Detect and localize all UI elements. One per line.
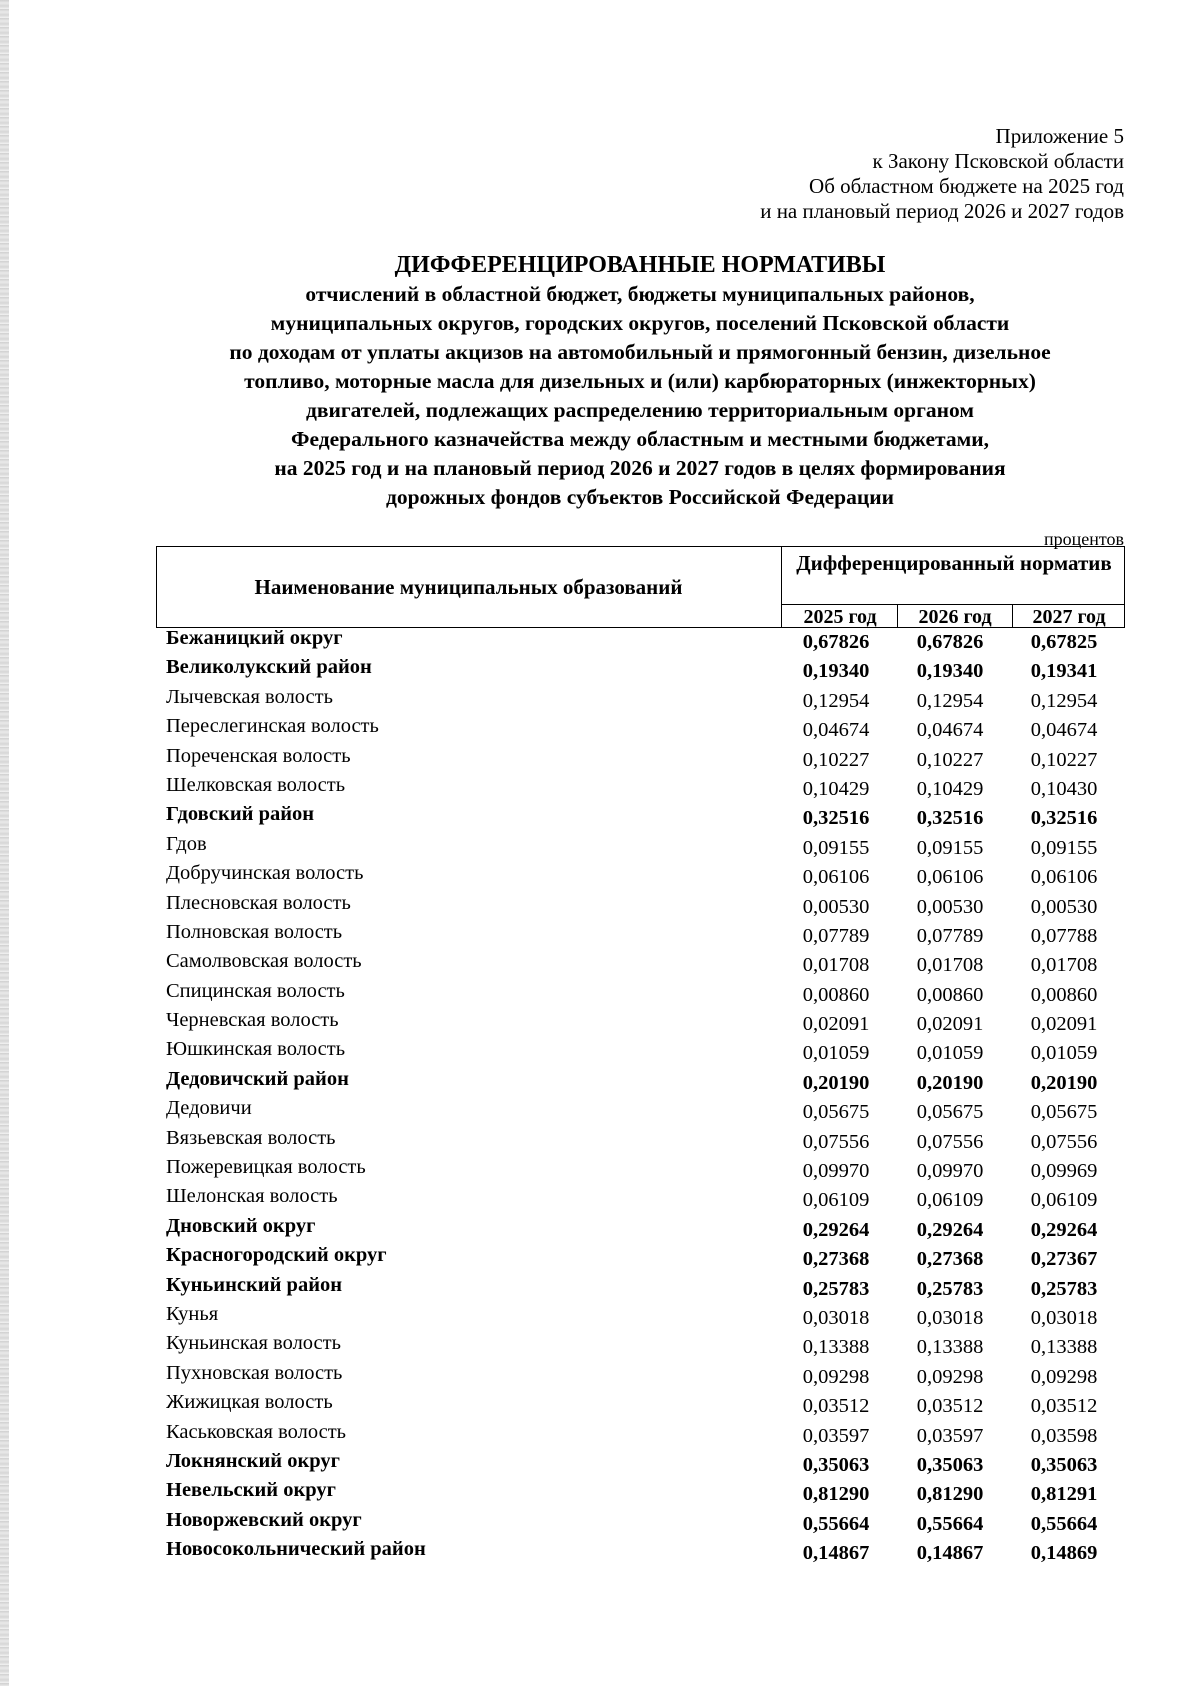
table-row — [166, 950, 1126, 979]
row-value-2025: 0,00860 — [802, 983, 870, 1006]
row-value-2027: 0,13388 — [1030, 1336, 1098, 1359]
row-value-2025: 0,81290 — [802, 1483, 870, 1506]
row-value-2026: 0,27368 — [916, 1248, 984, 1271]
row-value-2026: 0,12954 — [916, 689, 984, 712]
row-name: Локнянский округ — [166, 1449, 340, 1472]
title-line: дорожных фондов субъектов Российской Федерации — [385, 485, 895, 509]
title-main: ДИФФЕРЕНЦИРОВАННЫЕ НОРМАТИВЫ — [394, 252, 886, 278]
row-name: Пожеревицкая волость — [166, 1156, 366, 1179]
appendix-line: Приложение 5 — [995, 124, 1124, 148]
header-border — [781, 546, 782, 628]
row-name: Великолукский район — [166, 656, 372, 679]
table-row — [166, 1538, 1126, 1567]
row-value-2027: 0,81291 — [1030, 1483, 1098, 1506]
appendix-note — [760, 124, 1124, 224]
appendix-line: и на плановый период 2026 и 2027 годов — [760, 199, 1124, 223]
table-row — [166, 745, 1126, 774]
row-value-2026: 0,01059 — [916, 1042, 984, 1065]
row-value-2027: 0,04674 — [1030, 719, 1098, 742]
table-row — [166, 803, 1126, 832]
row-value-2026: 0,03018 — [916, 1306, 984, 1329]
header-diff-column: Дифференцированный норматив — [796, 551, 1112, 575]
scan-edge — [0, 0, 9, 1686]
row-value-2025: 0,20190 — [802, 1071, 870, 1094]
title-line: Федерального казначейства между областным и местными бюджетами, — [291, 427, 989, 451]
row-value-2026: 0,81290 — [916, 1483, 984, 1506]
row-value-2025: 0,35063 — [802, 1453, 870, 1476]
table-row — [166, 1215, 1126, 1244]
row-value-2025: 0,06106 — [802, 866, 870, 889]
row-value-2027: 0,06106 — [1030, 866, 1098, 889]
row-value-2027: 0,29264 — [1030, 1218, 1098, 1241]
row-value-2026: 0,03512 — [916, 1395, 984, 1418]
row-value-2025: 0,12954 — [802, 689, 870, 712]
row-name: Юшкинская волость — [166, 1038, 346, 1061]
table-row — [166, 862, 1126, 891]
table-row — [166, 892, 1126, 921]
row-value-2027: 0,10227 — [1030, 748, 1098, 771]
row-value-2027: 0,03018 — [1030, 1306, 1098, 1329]
row-name: Куньинская волость — [166, 1332, 341, 1355]
row-value-2025: 0,13388 — [802, 1336, 870, 1359]
row-value-2025: 0,01708 — [802, 954, 870, 977]
row-name: Черневская волость — [166, 1009, 339, 1032]
row-value-2027: 0,32516 — [1030, 807, 1098, 830]
table-row — [166, 1479, 1126, 1508]
header-year-2025: 2025 год — [803, 606, 877, 628]
row-name: Дновский округ — [166, 1214, 316, 1237]
row-name: Кунья — [166, 1302, 219, 1325]
table-row — [166, 1156, 1126, 1185]
row-value-2026: 0,35063 — [916, 1453, 984, 1476]
title-line: отчислений в областной бюджет, бюджеты муниципальных районов, — [305, 282, 975, 306]
row-value-2026: 0,03597 — [916, 1424, 984, 1447]
row-value-2025: 0,10227 — [802, 748, 870, 771]
row-name: Гдов — [166, 832, 207, 855]
header-border — [781, 604, 1125, 605]
row-value-2027: 0,05675 — [1030, 1101, 1098, 1124]
title-line: двигателей, подлежащих распределению территориальным органом — [305, 398, 975, 422]
row-value-2025: 0,03512 — [802, 1395, 870, 1418]
row-value-2025: 0,14867 — [802, 1542, 870, 1565]
row-value-2027: 0,00860 — [1030, 983, 1098, 1006]
row-name: Спицинская волость — [166, 979, 345, 1002]
table-row — [166, 656, 1126, 685]
row-value-2026: 0,20190 — [916, 1071, 984, 1094]
row-value-2027: 0,07788 — [1030, 924, 1098, 947]
table-row — [166, 1097, 1126, 1126]
table-row — [166, 1185, 1126, 1214]
title-line: по доходам от уплаты акцизов на автомобильный и прямогонный бензин, дизельное — [229, 340, 1051, 364]
row-value-2026: 0,07789 — [916, 924, 984, 947]
row-value-2025: 0,09970 — [802, 1160, 870, 1183]
row-value-2025: 0,03018 — [802, 1306, 870, 1329]
table-row — [166, 1450, 1126, 1479]
row-value-2026: 0,00530 — [916, 895, 984, 918]
row-name: Пухновская волость — [166, 1361, 343, 1384]
row-value-2025: 0,67826 — [802, 631, 870, 653]
row-value-2027: 0,55664 — [1030, 1512, 1098, 1535]
table-row — [166, 1303, 1126, 1332]
row-value-2025: 0,03597 — [802, 1424, 870, 1447]
row-value-2026: 0,10429 — [916, 777, 984, 800]
row-value-2027: 0,03512 — [1030, 1395, 1098, 1418]
row-value-2026: 0,00860 — [916, 983, 984, 1006]
row-name: Новоржевский округ — [166, 1508, 362, 1531]
row-value-2027: 0,01708 — [1030, 954, 1098, 977]
row-name: Жижицкая волость — [166, 1391, 333, 1414]
row-value-2025: 0,02091 — [802, 1013, 870, 1036]
appendix-line: к Закону Псковской области — [872, 149, 1124, 173]
row-value-2027: 0,02091 — [1030, 1013, 1098, 1036]
row-value-2026: 0,05675 — [916, 1101, 984, 1124]
table-row — [166, 1127, 1126, 1156]
row-value-2025: 0,27368 — [802, 1248, 870, 1271]
table-row — [166, 1362, 1126, 1391]
row-value-2025: 0,25783 — [802, 1277, 870, 1300]
row-value-2026: 0,13388 — [916, 1336, 984, 1359]
row-value-2025: 0,09155 — [802, 836, 870, 859]
row-value-2026: 0,19340 — [916, 660, 984, 683]
row-name: Вязьевская волость — [166, 1126, 336, 1149]
row-value-2026: 0,07556 — [916, 1130, 984, 1153]
row-name: Красногородский округ — [166, 1244, 387, 1267]
row-name: Добручинская волость — [166, 862, 364, 885]
header-name-column: Наименование муниципальных образований — [254, 574, 683, 599]
row-value-2027: 0,20190 — [1030, 1071, 1098, 1094]
row-name: Невельский округ — [166, 1479, 336, 1502]
table-row — [166, 1332, 1126, 1361]
row-value-2026: 0,25783 — [916, 1277, 984, 1300]
row-value-2027: 0,09969 — [1030, 1160, 1098, 1183]
row-value-2026: 0,09970 — [916, 1160, 984, 1183]
row-value-2027: 0,27367 — [1030, 1248, 1098, 1271]
table-row — [166, 774, 1126, 803]
table-row — [166, 1274, 1126, 1303]
document-title — [130, 250, 1150, 512]
row-value-2026: 0,06109 — [916, 1189, 984, 1212]
row-value-2027: 0,03598 — [1030, 1424, 1098, 1447]
row-value-2025: 0,19340 — [802, 660, 870, 683]
row-name: Бежаницкий округ — [166, 627, 343, 649]
table-row — [166, 1038, 1126, 1067]
title-line: на 2025 год и на плановый период 2026 и 2027 годов в целях формирования — [274, 456, 1006, 480]
row-name: Лычевская волость — [166, 685, 333, 708]
row-value-2027: 0,00530 — [1030, 895, 1098, 918]
table-row — [166, 980, 1126, 1009]
table-row — [166, 1244, 1126, 1273]
row-name: Пореченская волость — [166, 744, 351, 767]
row-value-2025: 0,04674 — [802, 719, 870, 742]
row-value-2026: 0,67826 — [916, 631, 984, 653]
table-row — [166, 1421, 1126, 1450]
row-value-2026: 0,55664 — [916, 1512, 984, 1535]
header-year-2027: 2027 год — [1032, 606, 1106, 628]
row-value-2027: 0,25783 — [1030, 1277, 1098, 1300]
row-value-2026: 0,10227 — [916, 748, 984, 771]
row-value-2027: 0,07556 — [1030, 1130, 1098, 1153]
row-name: Плесновская волость — [166, 891, 351, 914]
row-name: Шелковская волость — [166, 773, 346, 796]
row-value-2027: 0,10430 — [1030, 777, 1098, 800]
row-value-2025: 0,29264 — [802, 1218, 870, 1241]
row-value-2025: 0,32516 — [802, 807, 870, 830]
row-value-2025: 0,01059 — [802, 1042, 870, 1065]
row-value-2025: 0,55664 — [802, 1512, 870, 1535]
table-row — [166, 715, 1126, 744]
table-row — [166, 1509, 1126, 1538]
header-year-2026: 2026 год — [918, 606, 992, 628]
row-value-2025: 0,09298 — [802, 1365, 870, 1388]
row-name: Гдовский район — [166, 803, 315, 826]
title-line: топливо, моторные масла для дизельных и (или) карбюраторных (инжекторных) — [244, 369, 1036, 393]
units-label: процентов — [1043, 529, 1124, 549]
row-name: Полновская волость — [166, 920, 343, 943]
row-value-2025: 0,07556 — [802, 1130, 870, 1153]
table-row — [166, 627, 1126, 656]
row-value-2025: 0,10429 — [802, 777, 870, 800]
row-name: Самолвовская волость — [166, 950, 362, 973]
row-value-2026: 0,02091 — [916, 1013, 984, 1036]
table-row — [166, 1391, 1126, 1420]
row-value-2026: 0,32516 — [916, 807, 984, 830]
row-value-2027: 0,09298 — [1030, 1365, 1098, 1388]
row-value-2027: 0,35063 — [1030, 1453, 1098, 1476]
row-value-2026: 0,14867 — [916, 1542, 984, 1565]
table-row — [166, 833, 1126, 862]
row-name: Дедовичский район — [166, 1067, 349, 1090]
row-value-2026: 0,09155 — [916, 836, 984, 859]
table-header — [156, 546, 1126, 629]
row-name: Новосокольнический район — [166, 1538, 426, 1561]
table-row — [166, 686, 1126, 715]
row-value-2026: 0,04674 — [916, 719, 984, 742]
appendix-line: Об областном бюджете на 2025 год — [809, 174, 1124, 198]
row-value-2027: 0,09155 — [1030, 836, 1098, 859]
row-name: Каськовская волость — [166, 1420, 346, 1443]
row-value-2026: 0,01708 — [916, 954, 984, 977]
row-value-2027: 0,01059 — [1030, 1042, 1098, 1065]
row-name: Дедовичи — [166, 1097, 252, 1120]
table-row — [166, 1068, 1126, 1097]
row-value-2027: 0,67825 — [1030, 631, 1098, 653]
row-value-2027: 0,14869 — [1030, 1542, 1098, 1565]
row-value-2026: 0,06106 — [916, 866, 984, 889]
table-row — [166, 1009, 1126, 1038]
row-name: Шелонская волость — [166, 1185, 338, 1208]
title-line: муниципальных округов, городских округов, поселений Псковской области — [270, 311, 1010, 335]
row-value-2025: 0,06109 — [802, 1189, 870, 1212]
row-value-2026: 0,09298 — [916, 1365, 984, 1388]
row-value-2027: 0,19341 — [1030, 660, 1098, 683]
row-value-2027: 0,06109 — [1030, 1189, 1098, 1212]
table-row — [166, 921, 1126, 950]
row-name: Куньинский район — [166, 1273, 343, 1296]
row-value-2027: 0,12954 — [1030, 689, 1098, 712]
row-value-2025: 0,07789 — [802, 924, 870, 947]
table-body — [166, 627, 1126, 1568]
row-value-2025: 0,05675 — [802, 1101, 870, 1124]
row-value-2025: 0,00530 — [802, 895, 870, 918]
row-name: Переслегинская волость — [166, 715, 379, 738]
row-value-2026: 0,29264 — [916, 1218, 984, 1241]
